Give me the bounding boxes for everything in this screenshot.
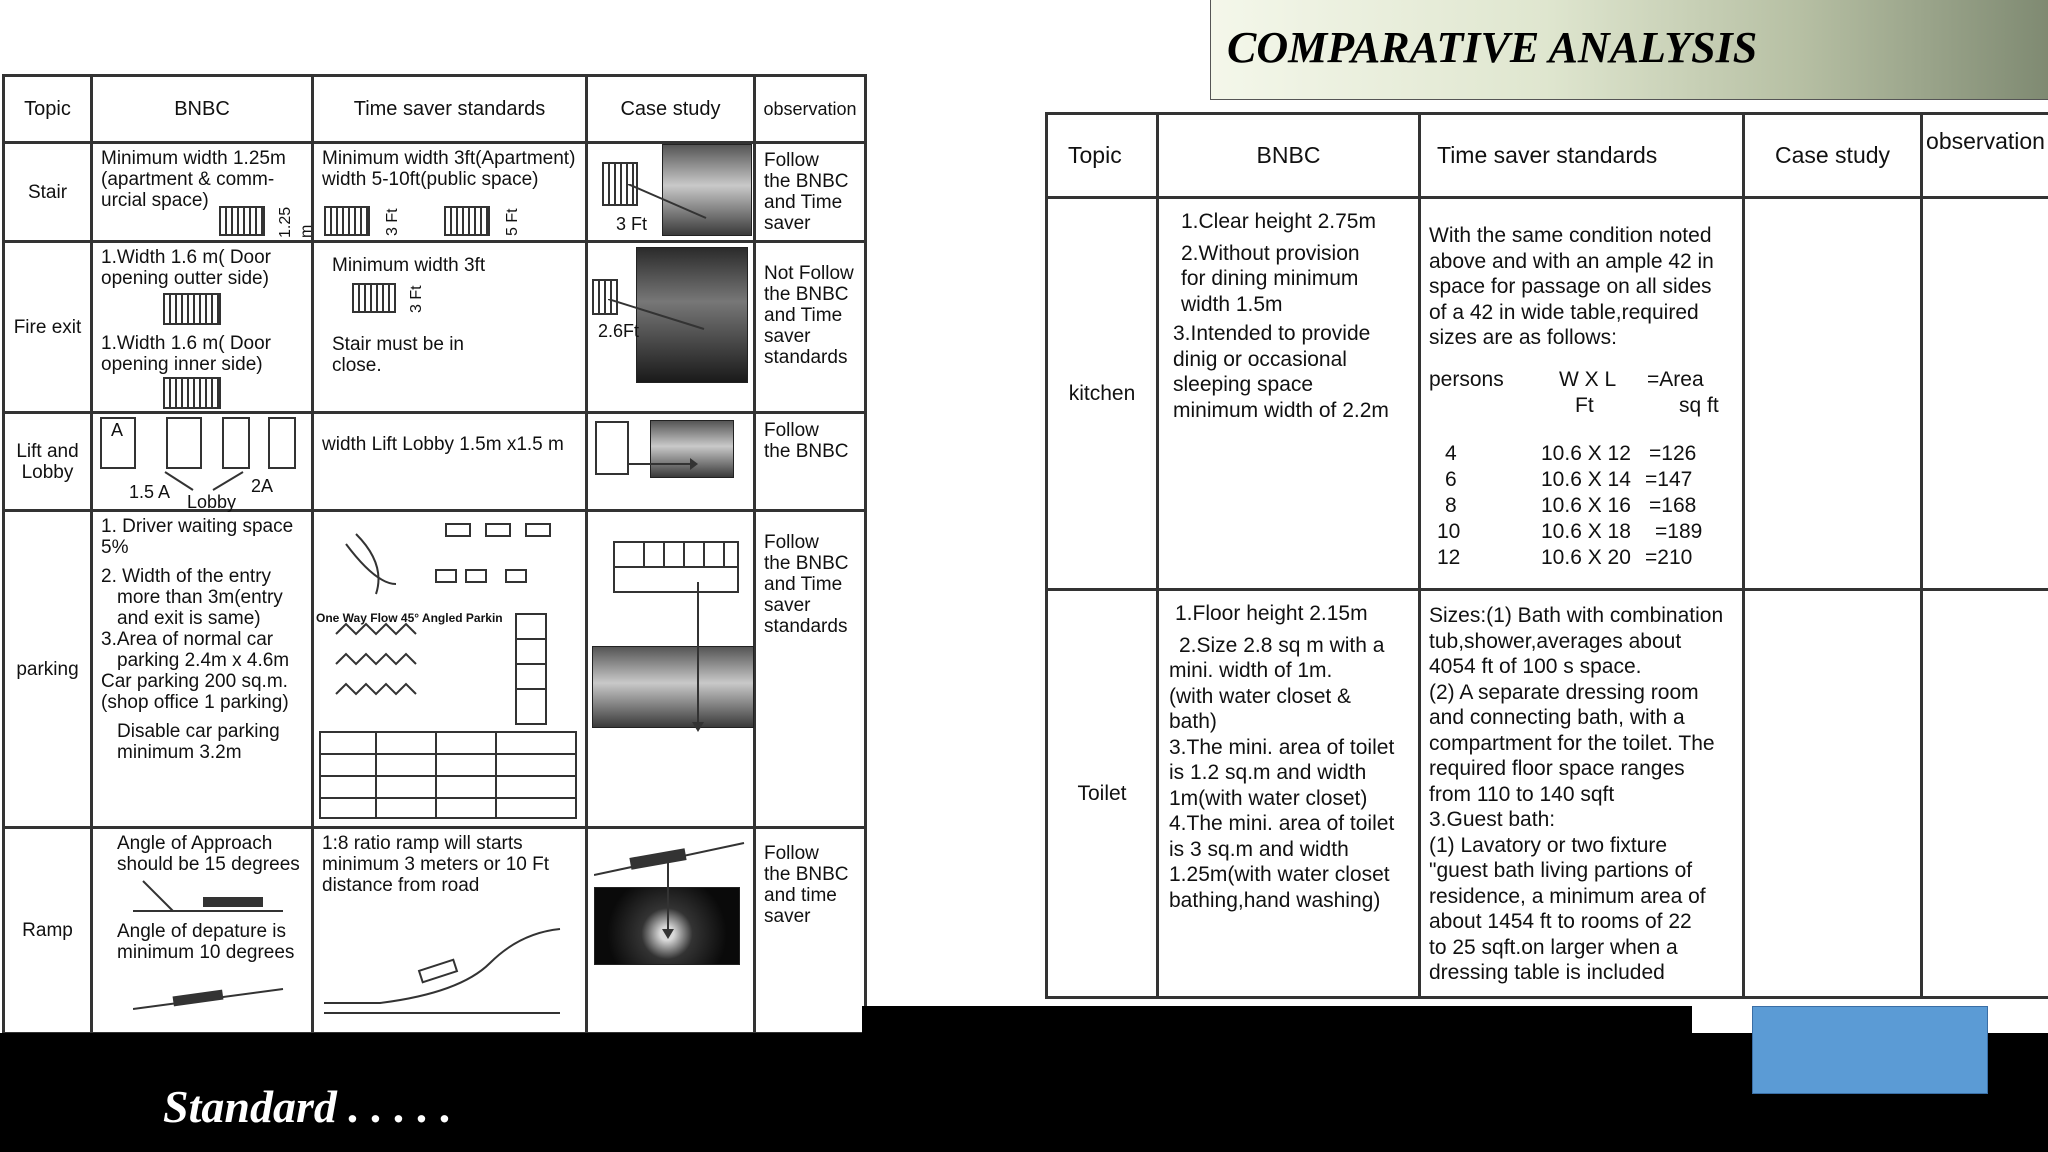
car-approach-sketch [133, 877, 293, 917]
title-banner [1210, 0, 2048, 100]
table-header-row [1047, 114, 2048, 198]
text-line: Angle of Approach [117, 833, 273, 854]
text-line: bath) [1169, 710, 1217, 733]
parking-photo [592, 646, 754, 728]
text-line: Sizes:(1) Bath with combination [1429, 604, 1724, 627]
bnbc-cell [1158, 590, 1420, 998]
text-line: more than 3m(entry [117, 587, 283, 608]
bnbc-cell [1158, 198, 1420, 590]
stair-plan-icon [444, 206, 490, 236]
stair-plan-icon [352, 283, 396, 313]
row-topic: parking [4, 511, 92, 828]
dimension-label: 5 Ft [504, 208, 521, 236]
text-line: Stair must be in [332, 334, 464, 355]
table-row [1047, 198, 2048, 590]
text-line: Follow [764, 532, 819, 553]
persons-value: 12 [1437, 545, 1461, 569]
header-case-study: Case study [587, 76, 755, 143]
observation-cell [755, 242, 866, 413]
text-line: should be 15 degrees [117, 854, 300, 875]
tss-cell [313, 413, 587, 511]
text-line: urcial space) [101, 190, 209, 211]
observation-cell [755, 828, 866, 1034]
header-bnbc: BNBC [92, 76, 313, 143]
header-observation: observation [755, 76, 866, 143]
text-line: the BNBC [764, 864, 849, 885]
size-table-rows [1429, 441, 1734, 569]
text-line: from 110 to 140 sqft [1429, 782, 1615, 806]
text-line: saver [764, 326, 811, 347]
text-line: required floor space ranges [1429, 757, 1685, 780]
text-line: 3.Intended to provide [1173, 322, 1371, 345]
parking-layout-diagram [316, 514, 584, 822]
footer-band-step [862, 1006, 1692, 1036]
bnbc-cell [92, 413, 313, 511]
text-line: Minimum width 3ft [332, 255, 486, 276]
area-value: =210 [1645, 545, 1693, 569]
case-study-cell [587, 413, 755, 511]
diagram-label: 1.5 A [129, 482, 171, 502]
text-line: minimum 10 degrees [117, 942, 295, 963]
header-topic: Topic [4, 76, 92, 143]
text-line: (shop office 1 parking) [101, 692, 289, 713]
text-line: width Lift Lobby 1.5m x1.5 m [322, 434, 564, 455]
pointer-arrow [628, 458, 698, 470]
table-row [4, 828, 866, 1034]
text-line: With the same condition noted [1429, 224, 1712, 247]
text-line: 3.The mini. area of toilet [1169, 735, 1395, 759]
case-study-cell [587, 143, 755, 242]
col-wxl: W X L [1559, 367, 1617, 391]
row-topic: Toilet [1047, 590, 1158, 998]
observation-cell [1922, 590, 2048, 998]
text-line: Follow [764, 420, 819, 441]
tss-cell [313, 242, 587, 413]
row-topic: Stair [4, 143, 92, 242]
table-header-row [4, 76, 866, 143]
diagram-caption: One Way Flow 45° Angled Parkin [316, 611, 503, 625]
persons-value: 8 [1445, 493, 1457, 517]
text-line: 2. Width of the entry [101, 566, 272, 587]
text-line: space for passage on all sides [1429, 275, 1712, 298]
text-line: 1.Width 1.6 m( Door [101, 247, 271, 268]
footer-caption: Standard . . . . . [163, 1081, 452, 1132]
text-line: (2) A separate dressing room [1429, 680, 1699, 704]
list-item [1429, 441, 1729, 467]
size-value: 10.6 X 12 [1541, 441, 1631, 465]
stair-plan-icon [219, 206, 265, 236]
text-line: Minimum width 1.25m [101, 148, 286, 169]
text-line: above and with an ample 42 in [1429, 249, 1714, 273]
stair-plan-icon [163, 293, 221, 325]
dimension-label: 3 Ft [384, 208, 401, 236]
text-line: Follow [764, 150, 819, 171]
text-line: 3.Area of normal car [101, 629, 274, 650]
bnbc-cell [92, 511, 313, 828]
text-line: Disable car parking [117, 721, 280, 742]
text-line: width 1.5m [1181, 292, 1283, 316]
tss-cell [313, 511, 587, 828]
text-line: saver [764, 213, 811, 234]
case-study-cell [1744, 590, 1922, 998]
text-line: the BNBC [764, 441, 849, 462]
size-value: 10.6 X 14 [1541, 467, 1631, 491]
text-line: minimum 3 meters or 10 Ft [322, 854, 549, 875]
list-item [1429, 467, 1729, 493]
case-study-cell [1744, 198, 1922, 590]
text-line: 4054 ft of 100 s space. [1429, 655, 1642, 678]
text-line: opening outter side) [101, 268, 269, 289]
text-line: distance from road [322, 875, 480, 896]
size-table-header [1429, 367, 1734, 419]
blue-placeholder-box [1752, 1006, 1988, 1094]
dimension-label: 1.25 m [277, 206, 315, 238]
text-line: for dining minimum [1181, 267, 1359, 290]
text-line: minimum 3.2m [117, 742, 242, 763]
text-line: is 1.2 sq.m and width [1169, 761, 1367, 784]
lift-plan-sketch [594, 420, 634, 480]
col-sqft: sq ft [1679, 393, 1719, 417]
text-line: width 5-10ft(public space) [322, 169, 539, 190]
list-item [1429, 519, 1729, 545]
text-line: saver [764, 906, 811, 927]
text-line: 1m(with water closet) [1169, 786, 1368, 810]
bnbc-cell [92, 143, 313, 242]
col-ft: Ft [1575, 393, 1594, 417]
text-line: "guest bath living partions of [1429, 859, 1693, 882]
text-line: parking 2.4m x 4.6m [117, 650, 290, 671]
row-topic: Ramp [4, 828, 92, 1034]
pointer-arrow [658, 859, 678, 939]
text-line: 1.25m(with water closet [1169, 863, 1390, 886]
observation-cell [755, 511, 866, 828]
area-value: =126 [1649, 441, 1697, 465]
text-line: standards [764, 347, 848, 368]
text-line: (1) Lavatory or two fixture [1429, 833, 1668, 857]
text-line: Minimum width 3ft(Apartment) [322, 148, 576, 169]
area-value: =147 [1645, 467, 1693, 491]
text-line: standards [764, 616, 848, 637]
col-persons: persons [1429, 367, 1504, 391]
dimension-label: 3 Ft [616, 214, 648, 234]
text-line: 1.Clear height 2.75m [1181, 210, 1376, 233]
size-value: 10.6 X 18 [1541, 519, 1631, 543]
header-observation: observation [1922, 114, 2048, 198]
text-line: is 3 sq.m and width [1169, 837, 1349, 861]
text-line: mini. width of 1m. [1169, 659, 1333, 682]
text-line: to 25 sqft.on larger when a [1429, 935, 1678, 959]
header-tss: Time saver standards [313, 76, 587, 143]
text-line: saver [764, 595, 811, 616]
table-row [1047, 590, 2048, 998]
row-topic [4, 413, 92, 511]
tss-cell [313, 143, 587, 242]
header-tss: Time saver standards [1420, 114, 1744, 198]
header-bnbc: BNBC [1158, 114, 1420, 198]
parking-plan-sketch [598, 532, 748, 602]
left-comparison-table [2, 74, 867, 1035]
persons-value: 10 [1437, 519, 1461, 543]
text-line: and Time [764, 192, 843, 213]
dimension-label: 2.6Ft [598, 321, 640, 341]
text-line: dressing table is included [1429, 961, 1665, 984]
text-line: of a 42 in wide table,required [1429, 300, 1699, 324]
text-line: sleeping space [1173, 373, 1314, 396]
header-topic: Topic [1047, 114, 1158, 198]
text-line: and exit is same) [117, 608, 261, 629]
text-line: Lift and [16, 440, 79, 462]
list-item [1429, 545, 1729, 571]
text-line: Angle of depature is [117, 921, 287, 942]
car-departure-sketch [133, 979, 293, 1019]
right-comparison-table [1045, 112, 2048, 999]
text-line: 1. Driver waiting space [101, 516, 294, 537]
page-title: COMPARATIVE ANALYSIS [1227, 23, 1758, 72]
table-row [4, 511, 866, 828]
text-line: compartment for the toilet. The [1429, 731, 1715, 755]
text-line: opening inner side) [101, 354, 263, 375]
text-line: 1.Width 1.6 m( Door [101, 333, 271, 354]
case-study-cell [587, 242, 755, 413]
diagram-label: A [111, 420, 124, 440]
text-line: the BNBC [764, 171, 849, 192]
bnbc-cell [92, 828, 313, 1034]
text-line: Not Follow [764, 263, 854, 284]
pointer-arrow [688, 582, 708, 732]
row-topic: kitchen [1047, 198, 1158, 590]
area-value: =168 [1649, 493, 1697, 517]
text-line: and Time [764, 305, 843, 326]
observation-cell [1922, 198, 2048, 590]
diagram-label: Lobby [187, 492, 237, 512]
row-topic: Fire exit [4, 242, 92, 413]
size-value: 10.6 X 16 [1541, 493, 1631, 517]
table-row [4, 143, 866, 242]
stair-plan-icon [324, 206, 370, 236]
text-line: and Time [764, 574, 843, 595]
tss-cell [313, 828, 587, 1034]
text-line: 4.The mini. area of toilet [1169, 812, 1395, 835]
case-study-cell [587, 511, 755, 828]
text-line: and connecting bath, with a [1429, 706, 1685, 729]
text-line: (with water closet & [1169, 684, 1352, 708]
size-value: 10.6 X 20 [1541, 545, 1631, 569]
table-row [4, 413, 866, 511]
text-line: Follow [764, 843, 819, 864]
bnbc-cell [92, 242, 313, 413]
text-line: sizes are as follows: [1429, 326, 1617, 349]
diagram-label: 2A [251, 476, 274, 496]
list-item [1429, 493, 1729, 519]
text-line: the BNBC [764, 284, 849, 305]
tss-cell [1420, 590, 1744, 998]
stair-plan-icon [163, 377, 221, 409]
case-study-cell [587, 828, 755, 1034]
text-line: (apartment & comm- [101, 169, 275, 190]
text-line: residence, a minimum area of [1429, 884, 1706, 908]
text-line: about 1454 ft to rooms of 22 [1429, 910, 1692, 933]
text-line: close. [332, 355, 382, 376]
text-line: 2.Size 2.8 sq m with a [1179, 633, 1385, 657]
header-case-study: Case study [1744, 114, 1922, 198]
text-line: dinig or occasional [1173, 347, 1347, 371]
text-line: 5% [101, 537, 129, 558]
col-area: =Area [1647, 367, 1704, 391]
table-row [4, 242, 866, 413]
text-line: the BNBC [764, 553, 849, 574]
persons-value: 6 [1445, 467, 1457, 491]
text-line: Car parking 200 sq.m. [101, 671, 288, 692]
text-line: Lobby [21, 461, 74, 483]
persons-value: 4 [1445, 441, 1457, 465]
text-line: 2.Without provision [1181, 241, 1360, 265]
dimension-label: 3 Ft [408, 285, 425, 313]
text-line: tub,shower,averages about [1429, 629, 1682, 653]
text-line: bathing,hand washing) [1169, 888, 1381, 912]
text-line: 3.Guest bath: [1429, 808, 1556, 831]
text-line: minimum width of 2.2m [1173, 398, 1389, 422]
ramp-profile-diagram [320, 903, 570, 1023]
tss-cell [1420, 198, 1744, 590]
observation-cell [755, 413, 866, 511]
text-line: 1.Floor height 2.15m [1175, 602, 1368, 625]
text-line: 1:8 ratio ramp will starts [322, 833, 523, 854]
observation-cell [755, 143, 866, 242]
text-line: and time [764, 885, 837, 906]
area-value: =189 [1655, 519, 1703, 543]
